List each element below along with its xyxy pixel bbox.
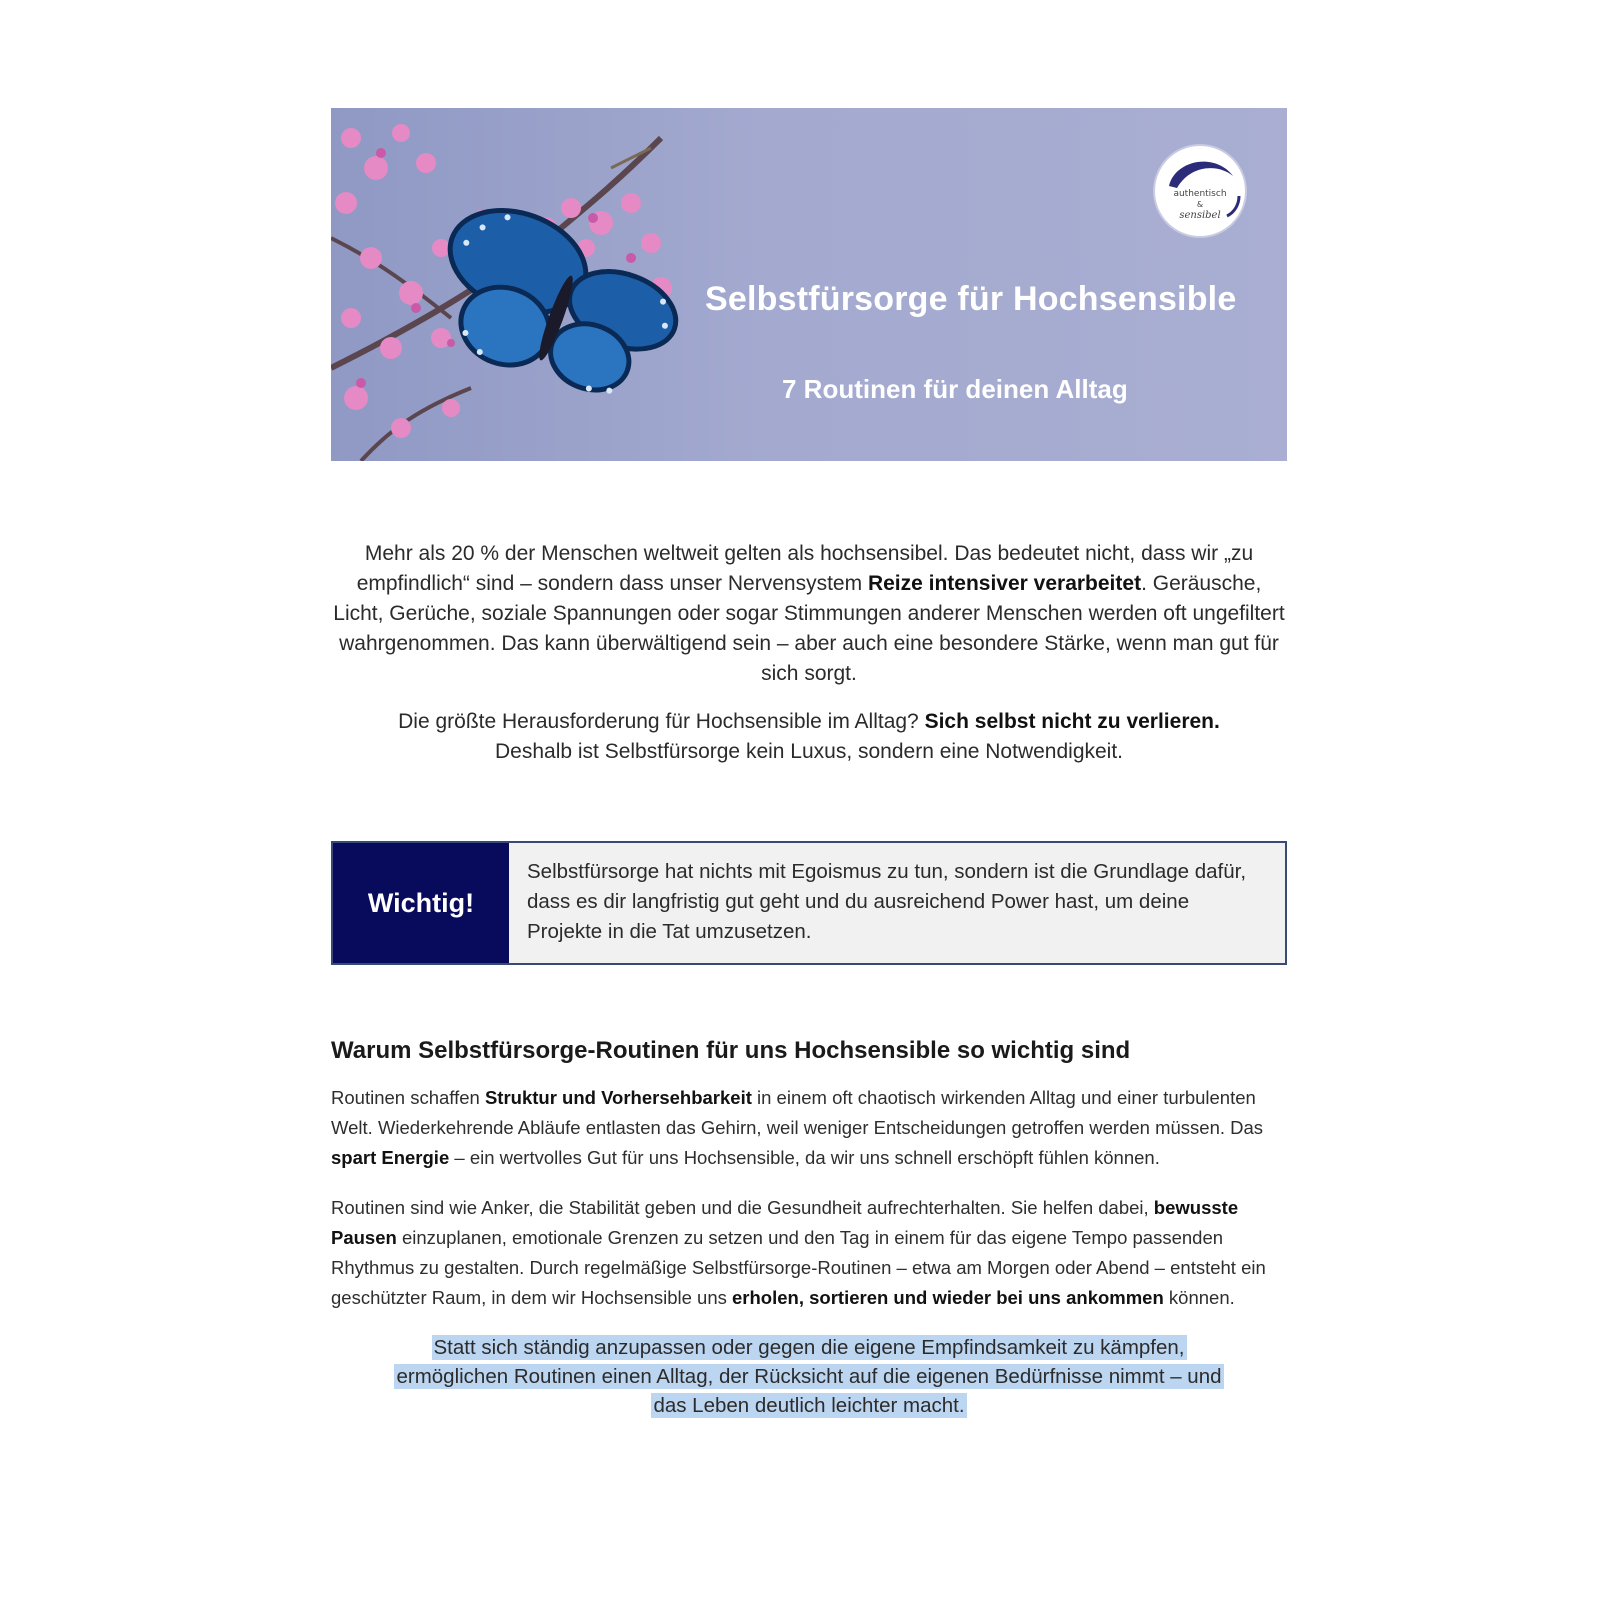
important-callout xyxy=(331,841,1287,965)
intro-emphasis: Sich selbst nicht zu verlieren. xyxy=(924,710,1220,733)
header-banner xyxy=(331,108,1287,461)
intro-emphasis: Reize intensiver verarbeitet xyxy=(867,572,1142,595)
highlight-line-1[interactable]: Statt sich ständig anzupassen oder gegen die eigene Empfindsamkeit zu kämpfen, xyxy=(433,1336,1185,1359)
body-emphasis: Struktur und Vorhersehbarkeit xyxy=(484,1087,752,1108)
banner-subtitle: 7 Routinen für deinen Alltag xyxy=(782,374,1128,404)
highlighted-text-selection[interactable] xyxy=(331,1333,1287,1420)
body-text: Routinen schaffen xyxy=(331,1087,485,1108)
body-emphasis: erholen, sortieren und wieder bei uns ankommen xyxy=(732,1287,1164,1308)
body-text: – ein wertvolles Gut für uns Hochsensible, da wir uns schnell erschöpft fühlen können. xyxy=(449,1147,1160,1168)
intro-paragraph-2 xyxy=(331,707,1287,767)
callout-text: Selbstfürsorge hat nichts mit Egoismus zu tun, sondern ist die Grundlage dafür, dass es dir langfristig gut geht und du ausreichend Power hast, um deine Projekte in die Tat umzusetzen. xyxy=(509,843,1285,963)
brand-logo xyxy=(1153,144,1247,238)
intro-text: Die größte Herausforderung für Hochsensible im Alltag? xyxy=(398,710,925,733)
body-emphasis: spart Energie xyxy=(331,1147,450,1168)
intro-section xyxy=(331,539,1287,767)
section-heading: Warum Selbstfürsorge-Routinen für uns Hochsensible so wichtig sind xyxy=(331,1037,1131,1064)
intro-text: Deshalb ist Selbstfürsorge kein Luxus, sondern eine Notwendigkeit. xyxy=(494,740,1124,763)
body-emphasis: bewusste Pausen xyxy=(331,1197,1239,1248)
logo-text-ampersand: & xyxy=(1196,200,1204,209)
body-text: in einem oft chaotisch wirkenden Alltag und einer turbulenten Welt. Wiederkehrende Abläufe entlasten das Gehirn, weil weniger Entscheidungen getroffen werden müssen. Das xyxy=(331,1087,1264,1138)
body-text: können. xyxy=(1163,1287,1235,1308)
intro-paragraph-1 xyxy=(331,539,1287,689)
section-paragraph-1 xyxy=(331,1083,1287,1173)
logo-text-sensibel: sensibel xyxy=(1179,210,1221,221)
banner-title: Selbstfürsorge für Hochsensible xyxy=(705,280,1237,318)
intro-text: Mehr als 20 % der Menschen weltweit gelten als hochsensibel. Das bedeutet nicht, dass wir „zu empfindlich“ sind – sondern dass unser Nervensystem xyxy=(356,542,1254,595)
callout-label: Wichtig! xyxy=(333,843,509,963)
logo-text-authentisch: authentisch xyxy=(1173,189,1227,199)
highlight-line-2[interactable]: ermöglichen Routinen einen Alltag, der Rücksicht auf die eigenen Bedürfnisse nimmt – und xyxy=(396,1365,1222,1388)
highlight-line-3[interactable]: das Leben deutlich leichter macht. xyxy=(653,1394,965,1417)
body-text: Routinen sind wie Anker, die Stabilität geben und die Gesundheit aufrechterhalten. Sie helfen dabei, xyxy=(331,1197,1154,1218)
newsletter-page xyxy=(331,108,1287,1420)
section-paragraph-2 xyxy=(331,1193,1287,1313)
intro-text: . Geräusche, Licht, Gerüche, soziale Spannungen oder sogar Stimmungen anderer Menschen werden oft ungefiltert wahrgenommen. Das kann überwältigend sein – aber auch eine besondere Stärke, wenn man gut für sich sorgt. xyxy=(333,572,1285,685)
body-text: einzuplanen, emotionale Grenzen zu setzen und den Tag in einem für das eigene Tempo passenden Rhythmus zu gestalten. Durch regelmäßige Selbstfürsorge-Routinen – etwa am Morgen oder Abend – entsteht ein geschützter Raum, in dem wir Hochsensible uns xyxy=(331,1227,1266,1308)
